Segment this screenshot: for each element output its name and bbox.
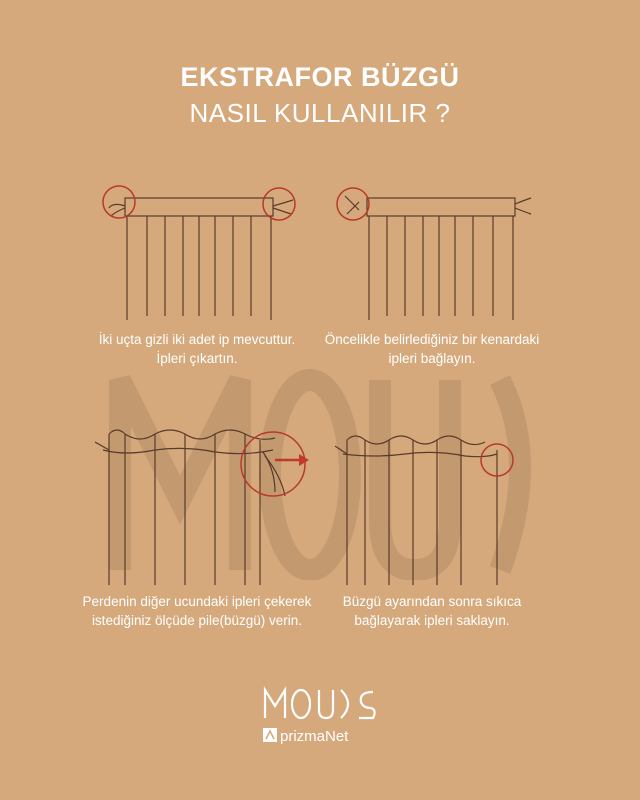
curtain-header-tape <box>367 198 515 216</box>
step-2-text-line2: ipleri bağlayın. <box>388 351 476 366</box>
step-1-illustration <box>95 180 310 325</box>
step-4-illustration <box>325 420 540 590</box>
step-3-text-line2: istediğiniz ölçüde pile(büzgü) verin. <box>91 613 303 628</box>
step-2-illustration <box>325 180 540 325</box>
page-subtitle: NASIL KULLANILIR ? <box>189 98 451 128</box>
step-3-text-line1: Perdenin diğer ucundaki ipleri çekerek <box>82 594 312 609</box>
brand-logo <box>255 680 385 760</box>
step-1-text-line1: İki uçta gizli iki adet ip mevcuttur. <box>98 332 296 347</box>
prizmanet-icon <box>263 728 277 742</box>
step-2-caption <box>292 330 572 368</box>
step-4-caption <box>292 592 572 630</box>
step-1-text-line2: İpleri çıkartın. <box>156 351 238 366</box>
mouds-wordmark <box>265 690 375 718</box>
pull-highlight <box>241 432 305 496</box>
prizmanet-wordmark: prizmaNet <box>280 728 349 745</box>
step-4-text-line1: Büzgü ayarından sonra sıkıca <box>342 594 522 609</box>
step-3-illustration <box>95 420 315 590</box>
step-2-text-line1: Öncelikle belirlediğiniz bir kenardaki <box>324 332 540 347</box>
step-4-text-line2: bağlayarak ipleri saklayın. <box>354 613 510 628</box>
page-title: EKSTRAFOR BÜZGÜ <box>180 62 460 92</box>
left-string-highlight <box>103 186 135 218</box>
curtain-header-tape <box>125 198 273 216</box>
